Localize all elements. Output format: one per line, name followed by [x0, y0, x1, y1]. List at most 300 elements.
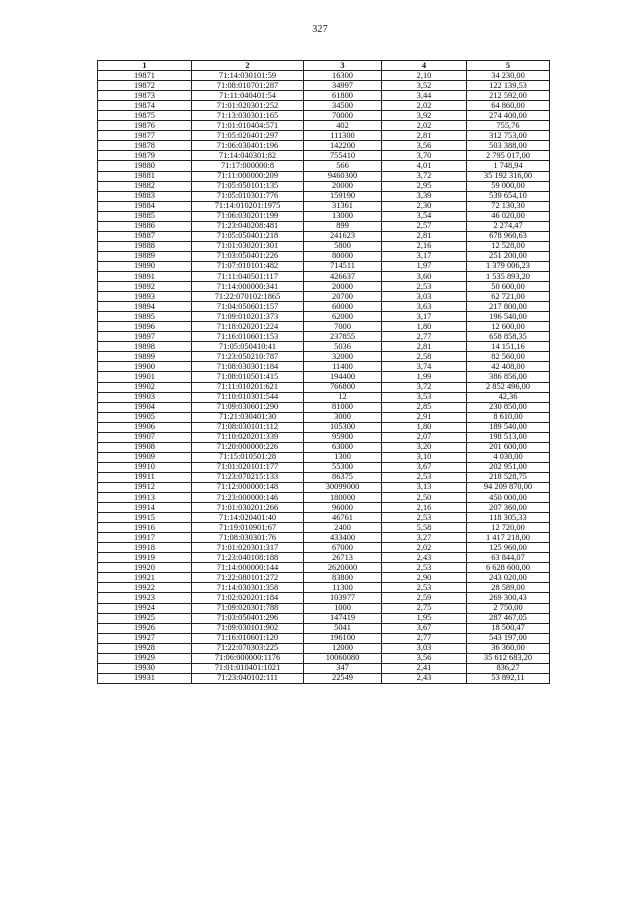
cell-cadastral-number: 71:06:030201:199	[192, 211, 304, 221]
cell-amount: 42 408,00	[467, 362, 550, 372]
cell-rate: 3,27	[382, 533, 467, 543]
cell-amount: 251 200,00	[467, 251, 550, 261]
cell-cadastral-number: 71:13:030301:165	[192, 111, 304, 121]
cell-area: 9460300	[304, 171, 382, 181]
cell-row-number: 19912	[98, 482, 192, 492]
cell-cadastral-number: 71:11:040501:117	[192, 271, 304, 281]
cell-rate: 3,56	[382, 653, 467, 663]
cell-rate: 3,67	[382, 462, 467, 472]
table-row	[98, 513, 550, 523]
table-row	[98, 342, 550, 352]
cell-area: 111300	[304, 131, 382, 141]
cell-rate: 2,07	[382, 432, 467, 442]
table-row	[98, 121, 550, 131]
cell-amount: 189 540,00	[467, 422, 550, 432]
cell-area: 81000	[304, 402, 382, 412]
cell-row-number: 19923	[98, 593, 192, 603]
cell-cadastral-number: 71:16:010601:153	[192, 332, 304, 342]
cell-area: 20000	[304, 181, 382, 191]
cell-amount: 274 400,00	[467, 111, 550, 121]
cell-rate: 3,63	[382, 302, 467, 312]
table-row	[98, 261, 550, 271]
cell-cadastral-number: 71:08:030301:76	[192, 533, 304, 543]
page-number: 327	[312, 24, 328, 35]
table-header-row	[98, 61, 550, 71]
table-row	[98, 613, 550, 623]
cell-amount: 1 379 006,23	[467, 261, 550, 271]
data-table	[97, 60, 550, 684]
cell-area: 22549	[304, 673, 382, 683]
cell-amount: 386 856,00	[467, 372, 550, 382]
table-row	[98, 482, 550, 492]
cell-amount: 4 030,00	[467, 452, 550, 462]
cell-area: 766800	[304, 382, 382, 392]
cell-cadastral-number: 71:04:050601:157	[192, 302, 304, 312]
cell-rate: 2,85	[382, 402, 467, 412]
cell-cadastral-number: 71:06:000000:1176	[192, 653, 304, 663]
cell-row-number: 19890	[98, 261, 192, 271]
cell-area: 142200	[304, 141, 382, 151]
cell-cadastral-number: 71:05:050410:41	[192, 342, 304, 352]
cell-amount: 539 654,10	[467, 191, 550, 201]
table-row	[98, 493, 550, 503]
cell-row-number: 19908	[98, 442, 192, 452]
cell-row-number: 19907	[98, 432, 192, 442]
cell-cadastral-number: 71:09:020301:788	[192, 603, 304, 613]
cell-cadastral-number: 71:23:040208:481	[192, 221, 304, 231]
cell-area: 20700	[304, 292, 382, 302]
cell-row-number: 19883	[98, 191, 192, 201]
cell-row-number: 19896	[98, 322, 192, 332]
cell-amount: 755,76	[467, 121, 550, 131]
cell-amount: 50 600,00	[467, 282, 550, 292]
cell-row-number: 19926	[98, 623, 192, 633]
cell-cadastral-number: 71:05:010301:776	[192, 191, 304, 201]
cell-row-number: 19887	[98, 231, 192, 241]
cell-area: 2620000	[304, 563, 382, 573]
cell-row-number: 19880	[98, 161, 192, 171]
cell-area: 147419	[304, 613, 382, 623]
cell-row-number: 19892	[98, 282, 192, 292]
table-row	[98, 603, 550, 613]
table-row	[98, 422, 550, 432]
column-header-1: 1	[98, 61, 192, 71]
cell-cadastral-number: 71:11:040401:54	[192, 91, 304, 101]
cell-cadastral-number: 71:08:010501:415	[192, 372, 304, 382]
cell-cadastral-number: 71:15:010501:28	[192, 452, 304, 462]
cell-area: 63000	[304, 442, 382, 452]
cell-row-number: 19873	[98, 91, 192, 101]
cell-rate: 2,53	[382, 583, 467, 593]
cell-area: 32000	[304, 352, 382, 362]
cell-amount: 8 610,00	[467, 412, 550, 422]
table-row	[98, 292, 550, 302]
cell-area: 241623	[304, 231, 382, 241]
table-row	[98, 221, 550, 231]
cell-cadastral-number: 71:11:010201:621	[192, 382, 304, 392]
cell-area: 7000	[304, 322, 382, 332]
cell-rate: 2,91	[382, 412, 467, 422]
table-row	[98, 673, 550, 683]
cell-row-number: 19905	[98, 412, 192, 422]
cell-area: 1000	[304, 603, 382, 613]
cell-amount: 217 800,00	[467, 302, 550, 312]
cell-amount: 1 535 893,20	[467, 271, 550, 281]
cell-amount: 450 000,00	[467, 493, 550, 503]
cell-row-number: 19928	[98, 643, 192, 653]
cell-row-number: 19906	[98, 422, 192, 432]
cell-amount: 2 750,00	[467, 603, 550, 613]
cell-area: 96000	[304, 503, 382, 513]
cell-amount: 14 151,16	[467, 342, 550, 352]
cell-cadastral-number: 71:10:020201:339	[192, 432, 304, 442]
cell-amount: 678 960,63	[467, 231, 550, 241]
cell-row-number: 19927	[98, 633, 192, 643]
cell-rate: 2,81	[382, 131, 467, 141]
cell-rate: 2,41	[382, 663, 467, 673]
cell-row-number: 19917	[98, 533, 192, 543]
cell-row-number: 19925	[98, 613, 192, 623]
cell-cadastral-number: 71:08:010701:287	[192, 81, 304, 91]
table-row	[98, 151, 550, 161]
cell-area: 10060080	[304, 653, 382, 663]
cell-row-number: 19913	[98, 493, 192, 503]
table-row	[98, 583, 550, 593]
table-row	[98, 282, 550, 292]
cell-area: 16300	[304, 71, 382, 81]
cell-row-number: 19903	[98, 392, 192, 402]
cell-row-number: 19875	[98, 111, 192, 121]
cell-row-number: 19916	[98, 523, 192, 533]
cell-area: 5041	[304, 623, 382, 633]
cell-area: 180000	[304, 493, 382, 503]
table-row	[98, 523, 550, 533]
cell-amount: 658 858,35	[467, 332, 550, 342]
cell-rate: 5,58	[382, 523, 467, 533]
cell-cadastral-number: 71:14:020401:40	[192, 513, 304, 523]
cell-area: 1300	[304, 452, 382, 462]
table-body	[98, 71, 550, 684]
cell-cadastral-number: 71:01:010401:1021	[192, 663, 304, 673]
cell-cadastral-number: 71:22:070102:1865	[192, 292, 304, 302]
cell-area: 3000	[304, 412, 382, 422]
cell-area: 80000	[304, 251, 382, 261]
cell-amount: 202 951,00	[467, 462, 550, 472]
table-row	[98, 352, 550, 362]
cell-amount: 218 528,75	[467, 472, 550, 482]
table-row	[98, 653, 550, 663]
cell-cadastral-number: 71:19:010901:67	[192, 523, 304, 533]
cell-row-number: 19929	[98, 653, 192, 663]
cell-area: 5036	[304, 342, 382, 352]
cell-area: 31361	[304, 201, 382, 211]
cell-rate: 3,74	[382, 362, 467, 372]
cell-row-number: 19930	[98, 663, 192, 673]
cell-amount: 28 589,00	[467, 583, 550, 593]
cell-rate: 2,53	[382, 282, 467, 292]
cell-area: 20000	[304, 282, 382, 292]
cell-area: 86375	[304, 472, 382, 482]
cell-amount: 207 360,00	[467, 503, 550, 513]
cell-area: 347	[304, 663, 382, 673]
cell-row-number: 19881	[98, 171, 192, 181]
table-row	[98, 663, 550, 673]
cell-rate: 4,01	[382, 161, 467, 171]
cell-area: 159190	[304, 191, 382, 201]
cell-rate: 2,02	[382, 101, 467, 111]
cell-row-number: 19893	[98, 292, 192, 302]
table-row	[98, 442, 550, 452]
cell-amount: 243 020,00	[467, 573, 550, 583]
cell-row-number: 19902	[98, 382, 192, 392]
cell-rate: 3,56	[382, 141, 467, 151]
table-row	[98, 241, 550, 251]
cell-rate: 2,10	[382, 71, 467, 81]
cell-rate: 3,03	[382, 292, 467, 302]
cell-cadastral-number: 71:14:010201:1975	[192, 201, 304, 211]
cell-row-number: 19901	[98, 372, 192, 382]
cell-amount: 212 592,00	[467, 91, 550, 101]
cell-rate: 3,67	[382, 623, 467, 633]
cell-row-number: 19918	[98, 543, 192, 553]
cell-rate: 2,75	[382, 603, 467, 613]
cell-area: 46761	[304, 513, 382, 523]
table-row	[98, 623, 550, 633]
cell-rate: 1,80	[382, 422, 467, 432]
cell-row-number: 19897	[98, 332, 192, 342]
table-row	[98, 211, 550, 221]
cell-amount: 2 795 017,00	[467, 151, 550, 161]
cell-amount: 1 417 218,00	[467, 533, 550, 543]
cell-area: 2400	[304, 523, 382, 533]
cell-amount: 64 860,00	[467, 101, 550, 111]
cell-row-number: 19900	[98, 362, 192, 372]
cell-rate: 2,53	[382, 513, 467, 523]
cell-area: 566	[304, 161, 382, 171]
cell-cadastral-number: 71:08:030101:112	[192, 422, 304, 432]
cell-area: 196100	[304, 633, 382, 643]
cell-amount: 503 388,00	[467, 141, 550, 151]
cell-area: 67000	[304, 543, 382, 553]
cell-rate: 2,02	[382, 543, 467, 553]
cell-area: 755410	[304, 151, 382, 161]
cell-rate: 2,57	[382, 221, 467, 231]
cell-cadastral-number: 71:14:000000:341	[192, 282, 304, 292]
cell-row-number: 19898	[98, 342, 192, 352]
cell-area: 70000	[304, 111, 382, 121]
cell-rate: 2,50	[382, 493, 467, 503]
table-row	[98, 462, 550, 472]
table-row	[98, 563, 550, 573]
cell-row-number: 19872	[98, 81, 192, 91]
table-row	[98, 432, 550, 442]
cell-rate: 2,90	[382, 573, 467, 583]
cell-rate: 2,53	[382, 472, 467, 482]
cell-rate: 3,52	[382, 81, 467, 91]
column-header-2: 2	[192, 61, 304, 71]
cell-area: 60000	[304, 302, 382, 312]
table-row	[98, 503, 550, 513]
cell-rate: 2,53	[382, 563, 467, 573]
table-row	[98, 161, 550, 171]
cell-row-number: 19924	[98, 603, 192, 613]
cell-cadastral-number: 71:01:030201:266	[192, 503, 304, 513]
cell-row-number: 19888	[98, 241, 192, 251]
cell-amount: 59 000,00	[467, 181, 550, 191]
cell-rate: 2,43	[382, 673, 467, 683]
cell-cadastral-number: 71:03:050401:296	[192, 613, 304, 623]
cell-amount: 230 850,00	[467, 402, 550, 412]
cell-amount: 63 844,07	[467, 553, 550, 563]
cell-amount: 72 130,30	[467, 201, 550, 211]
cell-amount: 2 274,47	[467, 221, 550, 231]
cell-area: 26713	[304, 553, 382, 563]
table-row	[98, 372, 550, 382]
cell-area: 13000	[304, 211, 382, 221]
cell-area: 61800	[304, 91, 382, 101]
table-row	[98, 553, 550, 563]
table-row	[98, 402, 550, 412]
cell-row-number: 19895	[98, 312, 192, 322]
cell-row-number: 19894	[98, 302, 192, 312]
table-row	[98, 452, 550, 462]
cell-amount: 12 600,00	[467, 322, 550, 332]
cell-row-number: 19931	[98, 673, 192, 683]
table-row	[98, 111, 550, 121]
cell-cadastral-number: 71:01:020301:317	[192, 543, 304, 553]
cell-cadastral-number: 71:12:000000:148	[192, 482, 304, 492]
cell-area: 426637	[304, 271, 382, 281]
cell-area: 34997	[304, 81, 382, 91]
cell-row-number: 19882	[98, 181, 192, 191]
column-header-4: 4	[382, 61, 467, 71]
cell-area: 34500	[304, 101, 382, 111]
cell-rate: 2,16	[382, 241, 467, 251]
cell-row-number: 19919	[98, 553, 192, 563]
cell-rate: 3,54	[382, 211, 467, 221]
cell-amount: 201 600,00	[467, 442, 550, 452]
cell-row-number: 19871	[98, 71, 192, 81]
cell-cadastral-number: 71:10:010301:544	[192, 392, 304, 402]
cell-cadastral-number: 71:23:000000:146	[192, 493, 304, 503]
cell-area: 83800	[304, 573, 382, 583]
cell-area: 194400	[304, 372, 382, 382]
cell-row-number: 19910	[98, 462, 192, 472]
cell-rate: 2,30	[382, 201, 467, 211]
cell-amount: 125 960,00	[467, 543, 550, 553]
cell-rate: 3,10	[382, 452, 467, 462]
table-row	[98, 171, 550, 181]
cell-amount: 34 230,00	[467, 71, 550, 81]
table-row	[98, 322, 550, 332]
cell-cadastral-number: 71:21:030401:30	[192, 412, 304, 422]
cell-rate: 3,60	[382, 271, 467, 281]
table-row	[98, 101, 550, 111]
table-row	[98, 131, 550, 141]
cell-row-number: 19921	[98, 573, 192, 583]
cell-cadastral-number: 71:17:000000:8	[192, 161, 304, 171]
cell-area: 714511	[304, 261, 382, 271]
cell-area: 899	[304, 221, 382, 231]
cell-cadastral-number: 71:01:020301:252	[192, 101, 304, 111]
table-row	[98, 392, 550, 402]
cell-area: 402	[304, 121, 382, 131]
cell-cadastral-number: 71:23:040102:111	[192, 673, 304, 683]
table-row	[98, 332, 550, 342]
cell-amount: 196 540,00	[467, 312, 550, 322]
cell-area: 95900	[304, 432, 382, 442]
table-row	[98, 382, 550, 392]
column-header-5: 5	[467, 61, 550, 71]
cell-cadastral-number: 71:22:080101:272	[192, 573, 304, 583]
cell-rate: 3,72	[382, 171, 467, 181]
cell-area: 62000	[304, 312, 382, 322]
cell-rate: 2,81	[382, 231, 467, 241]
table-row	[98, 533, 550, 543]
table-row	[98, 362, 550, 372]
cell-amount: 62 721,00	[467, 292, 550, 302]
cell-rate: 1,95	[382, 613, 467, 623]
cell-cadastral-number: 71:01:030201:301	[192, 241, 304, 251]
cell-cadastral-number: 71:23:040108:188	[192, 553, 304, 563]
cell-area: 12000	[304, 643, 382, 653]
cell-amount: 6 628 600,00	[467, 563, 550, 573]
cell-cadastral-number: 71:09:010201:373	[192, 312, 304, 322]
cell-rate: 3,13	[382, 482, 467, 492]
cell-row-number: 19889	[98, 251, 192, 261]
cell-cadastral-number: 71:05:020401:297	[192, 131, 304, 141]
table-row	[98, 81, 550, 91]
cell-rate: 3,53	[382, 392, 467, 402]
cell-rate: 2,77	[382, 332, 467, 342]
cell-cadastral-number: 71:20:000000:226	[192, 442, 304, 452]
cell-rate: 3,17	[382, 251, 467, 261]
cell-cadastral-number: 71:09:030601:290	[192, 402, 304, 412]
cell-row-number: 19914	[98, 503, 192, 513]
cell-rate: 2,58	[382, 352, 467, 362]
table-row	[98, 191, 550, 201]
cell-cadastral-number: 71:09:030101:902	[192, 623, 304, 633]
cell-rate: 3,72	[382, 382, 467, 392]
cell-row-number: 19904	[98, 402, 192, 412]
table-row	[98, 251, 550, 261]
cell-amount: 12 528,00	[467, 241, 550, 251]
cell-rate: 2,95	[382, 181, 467, 191]
cell-cadastral-number: 71:01:020101:177	[192, 462, 304, 472]
cell-rate: 3,20	[382, 442, 467, 452]
cell-row-number: 19886	[98, 221, 192, 231]
table-row	[98, 201, 550, 211]
cell-amount: 1 748,94	[467, 161, 550, 171]
cell-rate: 3,92	[382, 111, 467, 121]
table-row	[98, 633, 550, 643]
cell-area: 237855	[304, 332, 382, 342]
cell-cadastral-number: 71:22:070303:225	[192, 643, 304, 653]
cell-area: 11300	[304, 583, 382, 593]
cell-area: 55300	[304, 462, 382, 472]
cell-amount: 836,27	[467, 663, 550, 673]
cell-amount: 35 192 316,00	[467, 171, 550, 181]
cell-cadastral-number: 71:14:000000:144	[192, 563, 304, 573]
cell-rate: 3,44	[382, 91, 467, 101]
cell-amount: 35 612 683,20	[467, 653, 550, 663]
cell-amount: 12 720,00	[467, 523, 550, 533]
cell-area: 103977	[304, 593, 382, 603]
cell-area: 105300	[304, 422, 382, 432]
table-row	[98, 71, 550, 81]
table-row	[98, 312, 550, 322]
cell-rate: 2,16	[382, 503, 467, 513]
